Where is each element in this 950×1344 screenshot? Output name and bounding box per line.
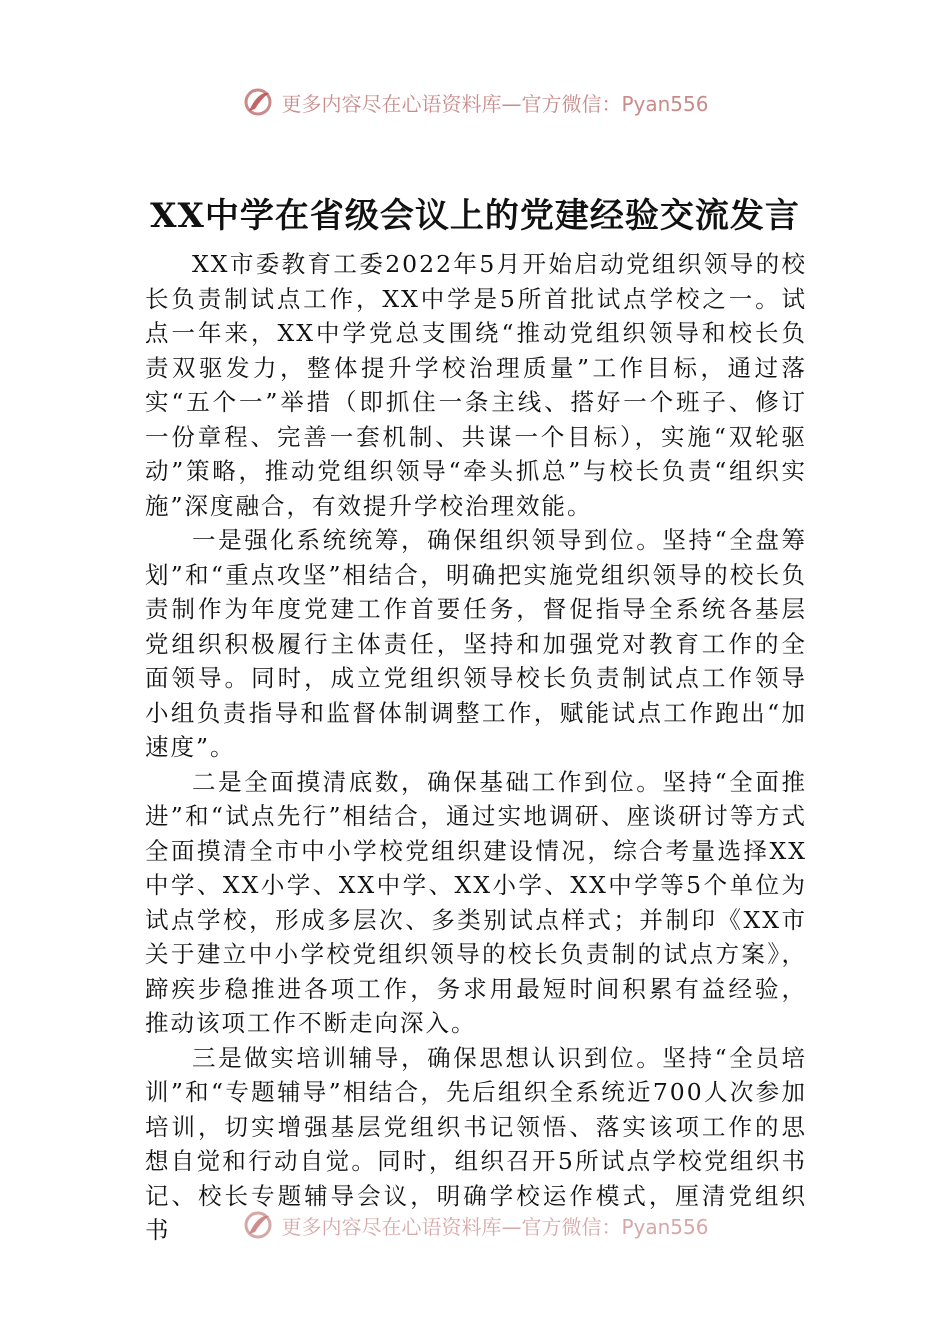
document-title: XX中学在省级会议上的党建经验交流发言 bbox=[150, 196, 800, 236]
paragraph-intro: XX市委教育工委2022年5月开始启动党组织领导的校长负责制试点工作，XX中学是5所首批试点学校之一。试点一年来，XX中学党总支围绕“推动党组织领导和校长负责双驱发力，整体提升学校治理质量”工作目标，通过落实“五个一”举措（即抓住一条主线、搭好一个班子、修订一份章程、完善一套机制、共谋一个目标），实施“双轮驱动”策略，推动党组织领导“牵头抓总”与校长负责“组织实施”深度融合，有效提升学校治理效能。 bbox=[145, 250, 807, 520]
paragraph-point-two: 二是全面摸清底数，确保基础工作到位。坚持“全面推进”和“试点先行”相结合，通过实地调研、座谈研讨等方式全面摸清全市中小学校党组织建设情况，综合考量选择XX中学、XX小学、XX中学、XX小学、XX中学等5个单位为试点学校，形成多层次、多类别试点样式；并制印《XX市关于建立中小学校党组织领导的校长负责制的试点方案》，蹄疾步稳推进各项工作，务求用最短时间积累有益经验，推动该项工作不断走向深入。 bbox=[145, 767, 807, 1037]
paragraph-point-three: 三是做实培训辅导，确保思想认识到位。坚持“全员培训”和“专题辅导”相结合，先后组织全系统近700人次参加培训，切实增强基层党组织书记领悟、落实该项工作的思想自觉和行动自觉。同时，组织召开5所试点学校党组织书记、校长专题辅导会议，明确学校运作模式，厘清党组织书 bbox=[145, 1043, 807, 1244]
paragraph-point-one: 一是强化系统统筹，确保组织领导到位。坚持“全盘筹划”和“重点攻坚”相结合，明确把实施党组织领导的校长负责制作为年度党建工作首要任务，督促指导全系统各基层党组织积极履行主体责任，坚持和加强党对教育工作的全面领导。同时，成立党组织领导校长负责制试点工作领导小组负责指导和监督体制调整工作，赋能试点工作跑出“加速度”。 bbox=[145, 526, 807, 761]
watermark-text: 更多内容尽在心语资料库—官方微信：Pyan556 bbox=[281, 1214, 709, 1239]
leaf-logo-icon bbox=[241, 85, 275, 119]
leaf-logo-icon bbox=[241, 1208, 275, 1242]
watermark-text: 更多内容尽在心语资料库—官方微信：Pyan556 bbox=[281, 91, 709, 116]
watermark-header bbox=[0, 82, 950, 122]
watermark-footer bbox=[0, 1205, 950, 1245]
